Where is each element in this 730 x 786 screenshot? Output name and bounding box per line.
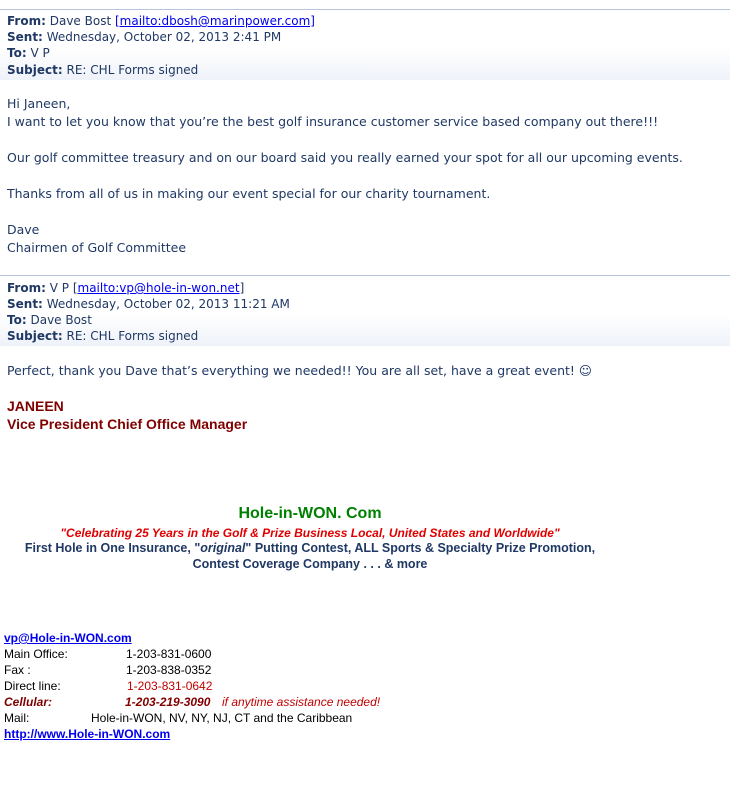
sent-label: Sent:	[7, 297, 43, 311]
cellular-note: if anytime assistance needed!	[222, 695, 381, 709]
company-description-1	[0, 541, 620, 555]
fax-value: 1-203-838-0352	[126, 663, 212, 677]
mail-label: Mail:	[4, 711, 30, 725]
sender-title: Chairmen of Golf Committee	[7, 240, 187, 255]
main-office-value: 1-203-831-0600	[126, 647, 212, 661]
fax-row	[4, 662, 304, 678]
subject-line-1	[7, 62, 198, 78]
subject-label: Subject:	[7, 329, 63, 343]
sent-label: Sent:	[7, 30, 43, 44]
signature-title: Vice President Chief Office Manager	[7, 416, 248, 432]
main-office-label: Main Office:	[4, 647, 68, 661]
description-text: First Hole in One Insurance, "	[24, 541, 201, 555]
from-mailto-link[interactable]: [mailto:dbosh@marinpower.com]	[115, 14, 315, 28]
subject-value: RE: CHL Forms signed	[66, 329, 199, 343]
website-link[interactable]: http://www.Hole-in-WON.com	[4, 727, 171, 741]
contact-email-row	[4, 630, 132, 646]
paragraph-1: I want to let you know that you’re the best golf insurance customer service based company out there!!!	[7, 114, 659, 129]
from-label: From:	[7, 281, 46, 295]
from-name: Dave Bost	[49, 14, 112, 28]
to-value: Dave Bost	[30, 313, 92, 327]
to-label: To:	[7, 313, 27, 327]
from-name: V P	[49, 281, 69, 295]
to-line-1	[7, 45, 50, 61]
direct-line-row	[4, 678, 304, 694]
contact-email-link[interactable]: vp@Hole-in-WON.com	[4, 631, 132, 645]
cellular-value: 1-203-219-3090	[125, 695, 211, 709]
company-tagline: "Celebrating 25 Years in the Golf & Prize Business Local, United States and Worldwide"	[60, 526, 560, 540]
mail-row	[4, 710, 424, 726]
sent-value: Wednesday, October 02, 2013 2:41 PM	[46, 30, 282, 44]
from-label: From:	[7, 14, 46, 28]
description-text: " Putting Contest, ALL Sports & Specialty Prize Promotion,	[245, 541, 596, 555]
sent-line-2	[7, 296, 290, 312]
fax-label: Fax :	[4, 663, 31, 677]
company-description-2: Contest Coverage Company . . . & more	[192, 557, 428, 571]
company-name: Hole-in-WON. Com	[238, 505, 382, 522]
subject-value: RE: CHL Forms signed	[66, 63, 199, 77]
cellular-label: Cellular:	[4, 695, 53, 709]
sent-line-1	[7, 29, 281, 45]
website-row	[4, 726, 170, 742]
paragraph-3: Thanks from all of us in making our event special for our charity tournament.	[7, 186, 491, 201]
description-italic: original	[200, 541, 246, 555]
signature-name: JANEEN	[7, 398, 64, 414]
subject-line-2	[7, 328, 198, 344]
sent-value: Wednesday, October 02, 2013 11:21 AM	[46, 297, 290, 311]
from-line-2: From: V P [mailto:vp@hole-in-won.net]	[7, 281, 245, 295]
main-office-row	[4, 646, 304, 662]
sender-name: Dave	[7, 222, 40, 237]
reply-body: Perfect, thank you Dave that’s everything we needed!! You are all set, have a great event! ☺	[7, 363, 592, 378]
from-mailto-link[interactable]: mailto:vp@hole-in-won.net	[77, 281, 240, 295]
greeting: Hi Janeen,	[7, 96, 71, 111]
cellular-row	[4, 694, 424, 710]
paragraph-2: Our golf committee treasury and on our board said you really earned your spot for all our upcoming events.	[7, 150, 683, 165]
to-value: V P	[30, 46, 50, 60]
subject-label: Subject:	[7, 63, 63, 77]
direct-line-value: 1-203-831-0642	[127, 679, 213, 693]
to-line-2	[7, 312, 92, 328]
direct-line-label: Direct line:	[4, 679, 61, 693]
to-label: To:	[7, 46, 27, 60]
mail-value: Hole-in-WON, NV, NY, NJ, CT and the Caribbean	[91, 711, 353, 725]
from-line-1	[7, 13, 315, 29]
